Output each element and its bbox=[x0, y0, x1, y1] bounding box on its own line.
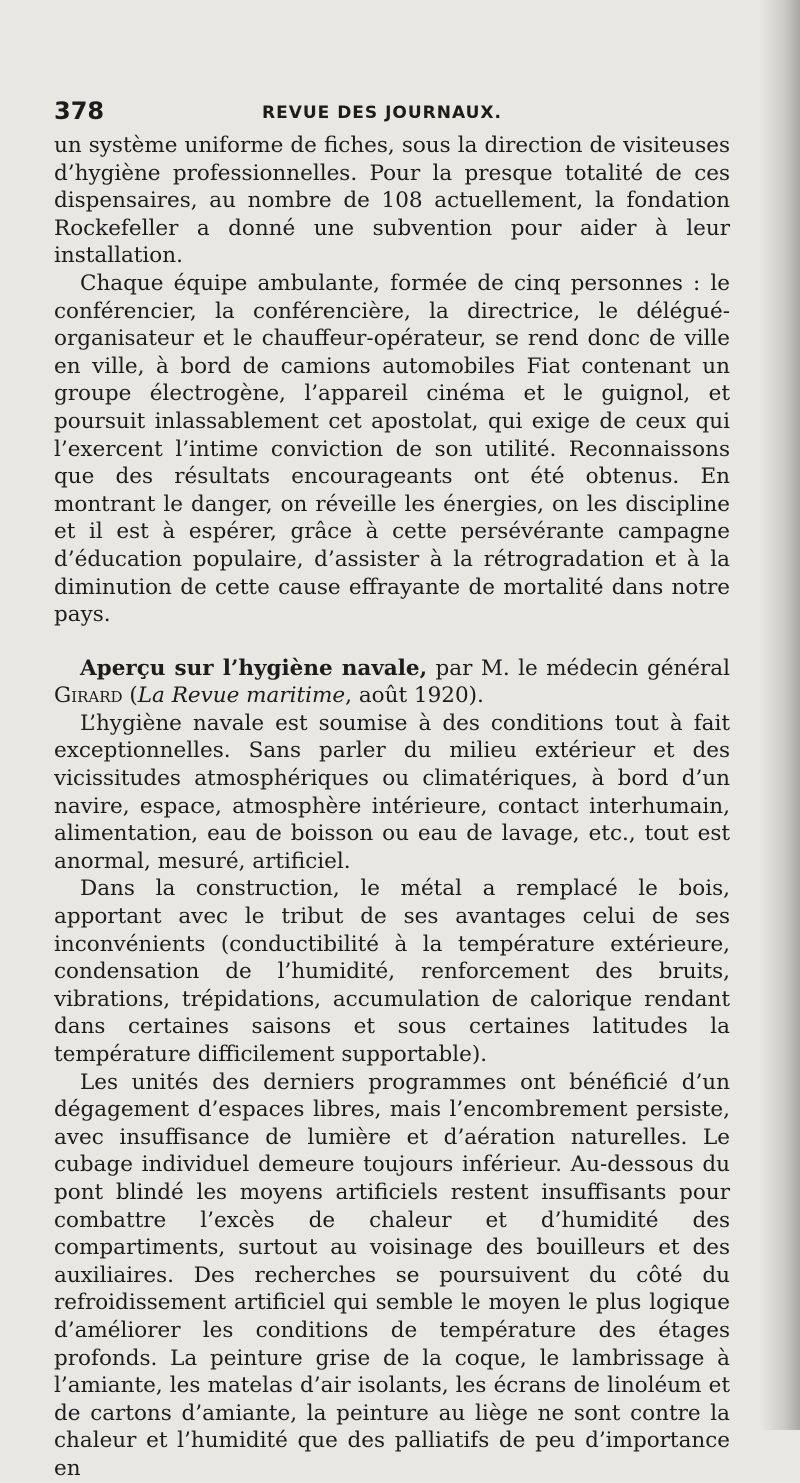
paragraph-equipe: Chaque équipe ambulante, formée de cinq personnes : le conférencier, la conférencière, la directrice, le délégué-organisateur et le chauffeur-opérateur, se rend donc de ville en ville, à bord de camions automobiles Fiat contenant un groupe électrogène, l’appareil cinéma et le guignol, et poursuit inlassablement cet apostolat, qui exige de ceux qui l’exercent l’intime conviction de son utilité. Reconnaissons que des résultats encourageants ont été obtenus. En montrant le danger, on réveille les énergies, on les discipline et il est à espérer, grâce à cette persévérante campagne d’éducation populaire, d’assister à la rétrogradation et à la diminution de cette cause effrayante de mortalité dans notre pays. bbox=[54, 270, 730, 628]
article-byline: par M. le médecin général bbox=[435, 655, 730, 681]
article-paragraph-1: L’hygiène navale est soumise à des conditions tout à fait exceptionnelles. Sans parler du milieu extérieur et des vicissitudes atmosphériques ou climatériques, à bord d’un navire, espace, atmosphère intérieure, contact interhumain, alimentation, eau de boisson ou eau de lavage, etc., tout est anormal, mesuré, artificiel. bbox=[54, 710, 730, 874]
article-title: Aperçu sur l’hygiène navale, bbox=[80, 655, 428, 681]
running-title: REVUE DES JOURNAUX. bbox=[262, 103, 502, 123]
article-paragraph-3: Les unités des derniers programmes ont bénéficié d’un dégagement d’espaces libres, mais l’encombrement persiste, avec insuffisance de lumière et d’aération naturelles. Le cubage individuel demeure toujours inférieur. Au-dessous du pont blindé les moyens artificiels restent insuffisants pour combattre l’excès de chaleur et d’humidité des compartiments, surtout au voisinage des bouilleurs et des auxiliaires. Des recherches se poursuivent du côté du refroidissement artificiel qui semble le moyen le plus logique d’améliorer les conditions de température des étages profonds. La peinture grise de la coque, le lambrissage à l’amiante, les matelas d’air isolants, les écrans de linoléum et de cartons d’amiante, la peinture au liège ne sont contre la chaleur et l’humidité que des palliatifs de peu d’importance en bbox=[54, 1069, 730, 1481]
article-paragraph-2: Dans la construction, le métal a remplacé le bois, apportant avec le tribut de ses avantages celui de ses inconvénients (conductibilité à la température extérieure, condensation de l’humidité, renforcement des bruits, vibrations, trépidations, accumulation de calorique rendant dans certaines saisons et sous certaines latitudes la température difficilement supportable). bbox=[54, 876, 730, 1067]
book-page bbox=[54, 92, 730, 1483]
paragraph-continued: un système uniforme de fiches, sous la direction de visiteuses d’hygiène professionnelles. Pour la presque totalité de ces dispensaires, au nombre de 108 actuellement, la fondation Rockefeller a donné une subvention pour aider à leur installation. bbox=[54, 133, 730, 269]
article-open-paren: ( bbox=[129, 683, 138, 709]
article-journal: La Revue maritime bbox=[137, 683, 346, 709]
article-section bbox=[54, 655, 730, 1483]
page-header bbox=[54, 92, 730, 132]
article-author: Girard bbox=[54, 683, 123, 709]
article-date: , août 1920). bbox=[345, 683, 484, 709]
scan-edge-shadow bbox=[760, 0, 800, 1430]
page-number: 378 bbox=[54, 97, 105, 125]
article-heading bbox=[54, 655, 730, 710]
